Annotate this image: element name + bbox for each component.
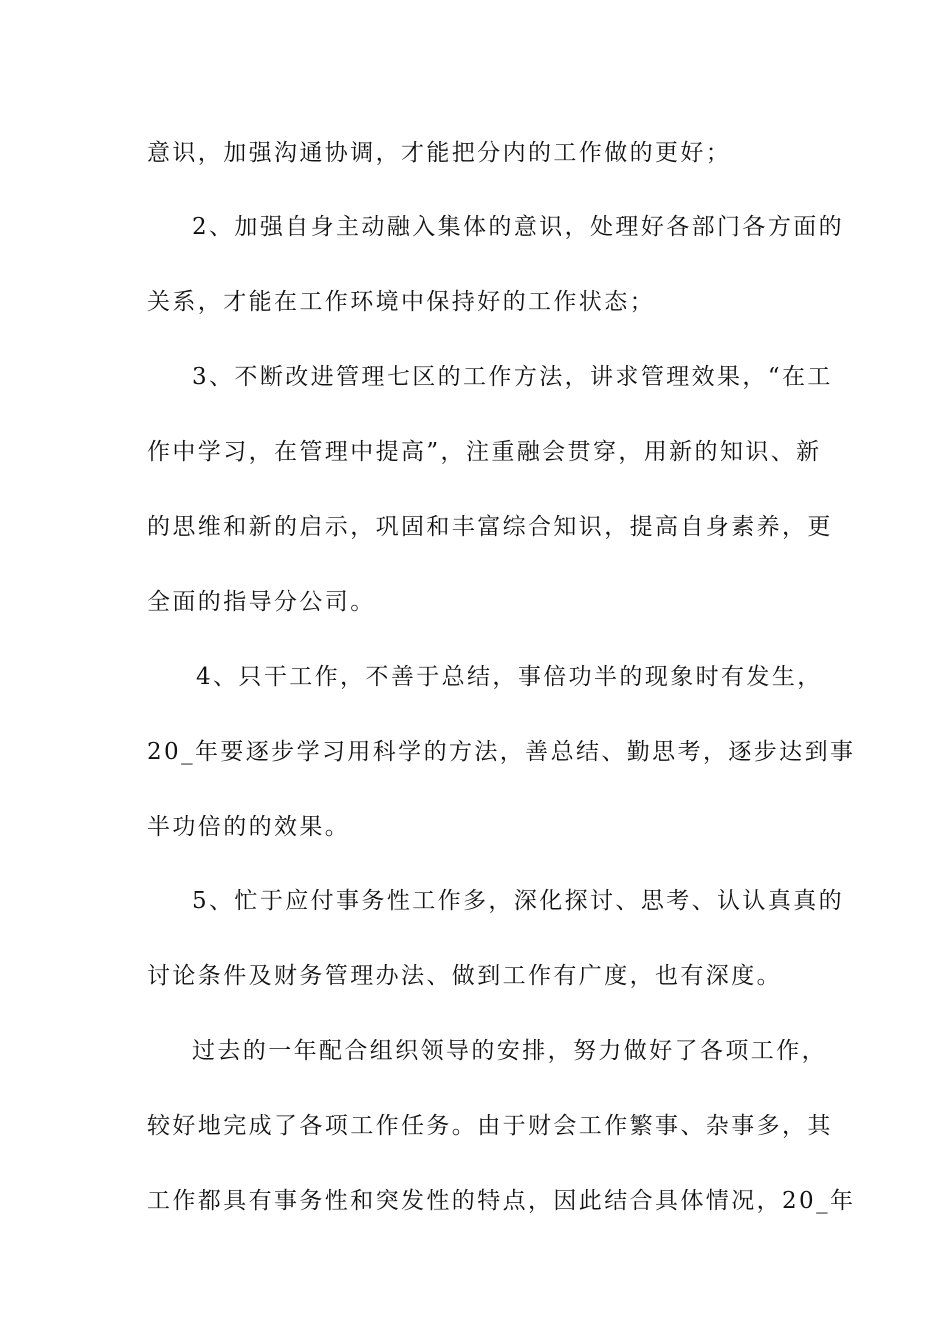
text-line-4: 3、不断改进管理七区的工作方法，讲求管理效果，“在工 [192, 364, 833, 390]
text-line-6: 的思维和新的启示，巩固和丰富综合知识，提高自身素养，更 [147, 514, 833, 540]
text-line-9: 20_年要逐步学习用科学的方法，善总结、勤思考，逐步达到事 [147, 739, 856, 765]
text-line-3: 关系，才能在工作环境中保持好的工作状态； [147, 289, 655, 315]
text-line-7: 全面的指导分公司。 [147, 589, 376, 615]
text-line-1: 意识，加强沟通协调，才能把分内的工作做的更好； [147, 140, 732, 166]
text-line-5: 作中学习，在管理中提高”，注重融会贯穿，用新的知识、新 [147, 439, 822, 465]
text-line-14: 较好地完成了各项工作任务。由于财会工作繁事、杂事多，其 [147, 1113, 833, 1139]
text-line-13: 过去的一年配合组织领导的安排，努力做好了各项工作， [192, 1038, 827, 1064]
text-line-12: 讨论条件及财务管理办法、做到工作有广度，也有深度。 [147, 963, 782, 989]
text-line-15: 工作都具有事务性和突发性的特点，因此结合具体情况，20_年 [147, 1188, 856, 1214]
text-line-2: 2、加强自身主动融入集体的意识，处理好各部门各方面的 [192, 214, 845, 240]
text-line-11: 5、忙于应付事务性工作多，深化探讨、思考、认认真真的 [192, 888, 845, 914]
text-line-8: 4、只干工作，不善于总结，事倍功半的现象时有发生， [196, 664, 823, 690]
text-line-10: 半功倍的的效果。 [147, 814, 351, 840]
